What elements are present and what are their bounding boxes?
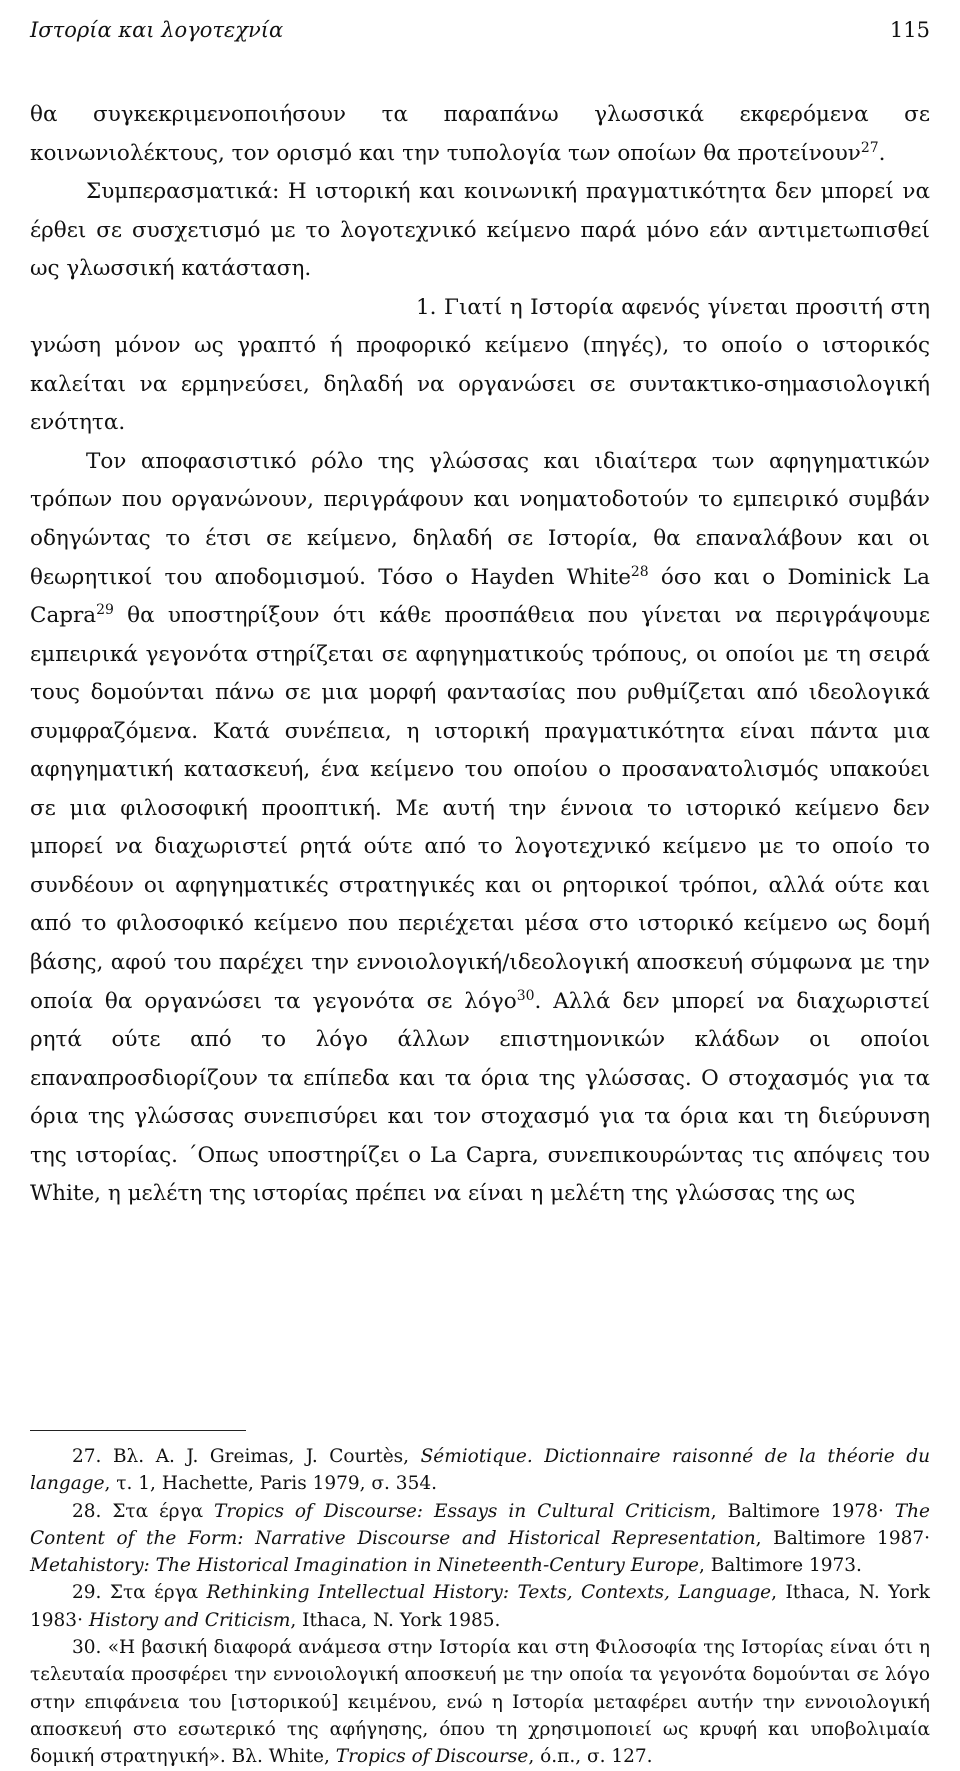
footnote-text: , Ithaca, N. York 1985. xyxy=(290,1609,501,1631)
paragraph-text: . Αλλά δεν μπορεί να διαχωριστεί ρητά ούτε από το λόγο άλλων επιστημονικών κλάδων οι οποίοι επαναπροσδιορίζουν τα επίπεδα και τα όρια της γλώσσας. Ο στοχασμός για τα όρια της γλώσσας συνεπισύρει και τον στοχασμό για τα όρια και τη διεύρυνση της ιστορίας. ΄Οπως υποστηρίζει ο La Capra, συνεπικουρώντας τις απόψεις του White, η μελέτη της ιστορίας πρέπει να είναι η μελέτη της γλώσσας της ως xyxy=(30,988,930,1207)
footnote-text: , Baltimore 1973. xyxy=(698,1555,862,1577)
paragraph-deconstruction xyxy=(30,443,930,1214)
footnote-title: Tropics of Discourse: Essays in Cultural Criticism xyxy=(214,1500,711,1522)
footnote-text: , ό.π., σ. 127. xyxy=(528,1746,653,1768)
footnote-text: 30. «Η βασική διαφορά ανάμεσα στην Ιστορία και στη Φιλοσοφία της Ιστορίας είναι ότι η τελευταία προσφέρει την εννοιολογική αποσκευή με την οποία τα γεγονότα δομούνται σε λόγο στην επιφάνεια του [ιστορικού] κειμένου, ενώ η Ιστορία μεταφέρει αυτήν την εννοιολογική αποσκευή στο εσωτερικό της αφήγησης, όπου τη χρησιμοποιεί ως κρυφή και υποβολιμαία δομική στρατηγική». Βλ. White, xyxy=(30,1637,930,1768)
footnote-ref-28[interactable]: 28 xyxy=(630,563,649,580)
footnote-text: , τ. 1, Hachette, Paris 1979, σ. 354. xyxy=(104,1473,437,1495)
footnote-28 xyxy=(30,1498,930,1580)
footnote-ref-30[interactable]: 30 xyxy=(516,987,535,1004)
footnotes xyxy=(30,1443,930,1771)
footnote-title: Rethinking Intellectual History: Texts, Contexts, Language xyxy=(206,1582,772,1604)
footnote-30 xyxy=(30,1634,930,1770)
paragraph-text: θα συγκεκριμενοποιήσουν τα παραπάνω γλωσσικά εκφερόμενα σε κοινωνιολέκτους, τον ορισμό και την τυπολογία των οποίων θα προτείνουν xyxy=(30,102,930,166)
running-head xyxy=(30,18,930,48)
footnote-ref-29[interactable]: 29 xyxy=(96,601,114,618)
footnote-title: The Content of the Form: Narrative Discourse and Historical Representation xyxy=(30,1500,930,1549)
footnote-27 xyxy=(30,1443,930,1498)
footnote-title: Sémiotique. Dictionnaire raisonné de la théorie du langage xyxy=(30,1446,930,1495)
footnote-title: Metahistory: The Historical Imagination in Nineteenth-Century Europe xyxy=(30,1555,699,1577)
footnote-rule xyxy=(30,1430,246,1431)
paragraph-text: Τον αποφασιστικό ρόλο της γλώσσας και ιδιαίτερα των αφηγηματικών τρόπων που οργανώνουν, περιγράφουν και νοηματοδοτούν το εμπειρικό συμβάν οδηγώντας το έτσι σε κείμενο, δηλαδή σε Ιστορία, θα επαναλάβουν και οι θεωρητικοί του αποδομισμού. Τόσο ο Hayden White xyxy=(30,448,930,590)
page-number: 115 xyxy=(889,18,930,42)
paragraph-conclusion: Συμπερασματικά: Η ιστορική και κοινωνική πραγματικότητα δεν μπορεί να έρθει σε συσχετισμό με το λογοτεχνικό κείμενο παρά μόνο εάν αντιμετωπισθεί ως γλωσσική κατάσταση. xyxy=(30,179,930,282)
footnote-ref-27[interactable]: 27 xyxy=(860,139,879,156)
body-text xyxy=(30,96,930,1214)
paragraph-text: . xyxy=(878,140,886,166)
footnote-text: , Ithaca, N. York 1983· xyxy=(30,1582,930,1631)
footnote-text: 28. Στα έργα xyxy=(72,1500,215,1522)
paragraph-text: όσο και ο Dominick La Capra xyxy=(30,564,930,629)
footnote-title: Tropics of Discourse xyxy=(335,1746,529,1768)
footnote-text: 29. Στα έργα xyxy=(72,1582,207,1604)
footnote-text: 27. Βλ. A. J. Greimas, J. Courtès, xyxy=(72,1446,421,1467)
footnote-text: , Baltimore 1987· xyxy=(755,1527,931,1549)
footnote-title: History and Criticism xyxy=(88,1609,291,1631)
footnote-text: , Baltimore 1978· xyxy=(710,1500,895,1522)
footnote-29 xyxy=(30,1579,930,1634)
paragraph-numbered-1: 1. Γιατί η Ιστορία αφενός γίνεται προσιτή στη γνώση μόνον ως γραπτό ή προφορικό κείμενο (πηγές), το οποίο ο ιστορικός καλείται να ερμηνεύσει, δηλαδή να οργανώσει σε συντακτικο-σημασιολογική ενότητα. xyxy=(30,294,930,436)
paragraph-text: θα υποστηρίξουν ότι κάθε προσπάθεια που γίνεται να περιγράψουμε εμπειρικά γεγονότα στηρίζεται σε αφηγηματικούς τρόπους, οι οποίοι με τη σειρά τους δομούνται πάνω σε μια μορφή φαντασίας που ρυθμίζεται από ιδεολογικά συμφραζόμενα. Κατά συνέπεια, η ιστορική πραγματικότητα είναι πάντα μια αφηγηματική κατασκευή, ένα κείμενο του οποίου ο προσανατολισμός υπακούει σε μια φιλοσοφική προοπτική. Με αυτή την έννοια το ιστορικό κείμενο δεν μπορεί να διαχωριστεί ρητά ούτε από το λογοτεχνικό κείμενο με το οποίο το συνδέουν οι αφηγηματικές στρατηγικές και οι ρητορικοί τρόποι, αλλά ούτε και από το φιλοσοφικό κείμενο που περιέχεται μέσα στο ιστορικό κείμενο ως δομή βάσης, αφού του παρέχει την εννοιολογική/ιδεολογική αποσκευή σύμφωνα με την οποία θα οργανώσει τα γεγονότα σε λόγο xyxy=(30,603,930,1014)
paragraph-continuation xyxy=(30,96,930,173)
running-title: Ιστορία και λογοτεχνία xyxy=(30,18,284,42)
